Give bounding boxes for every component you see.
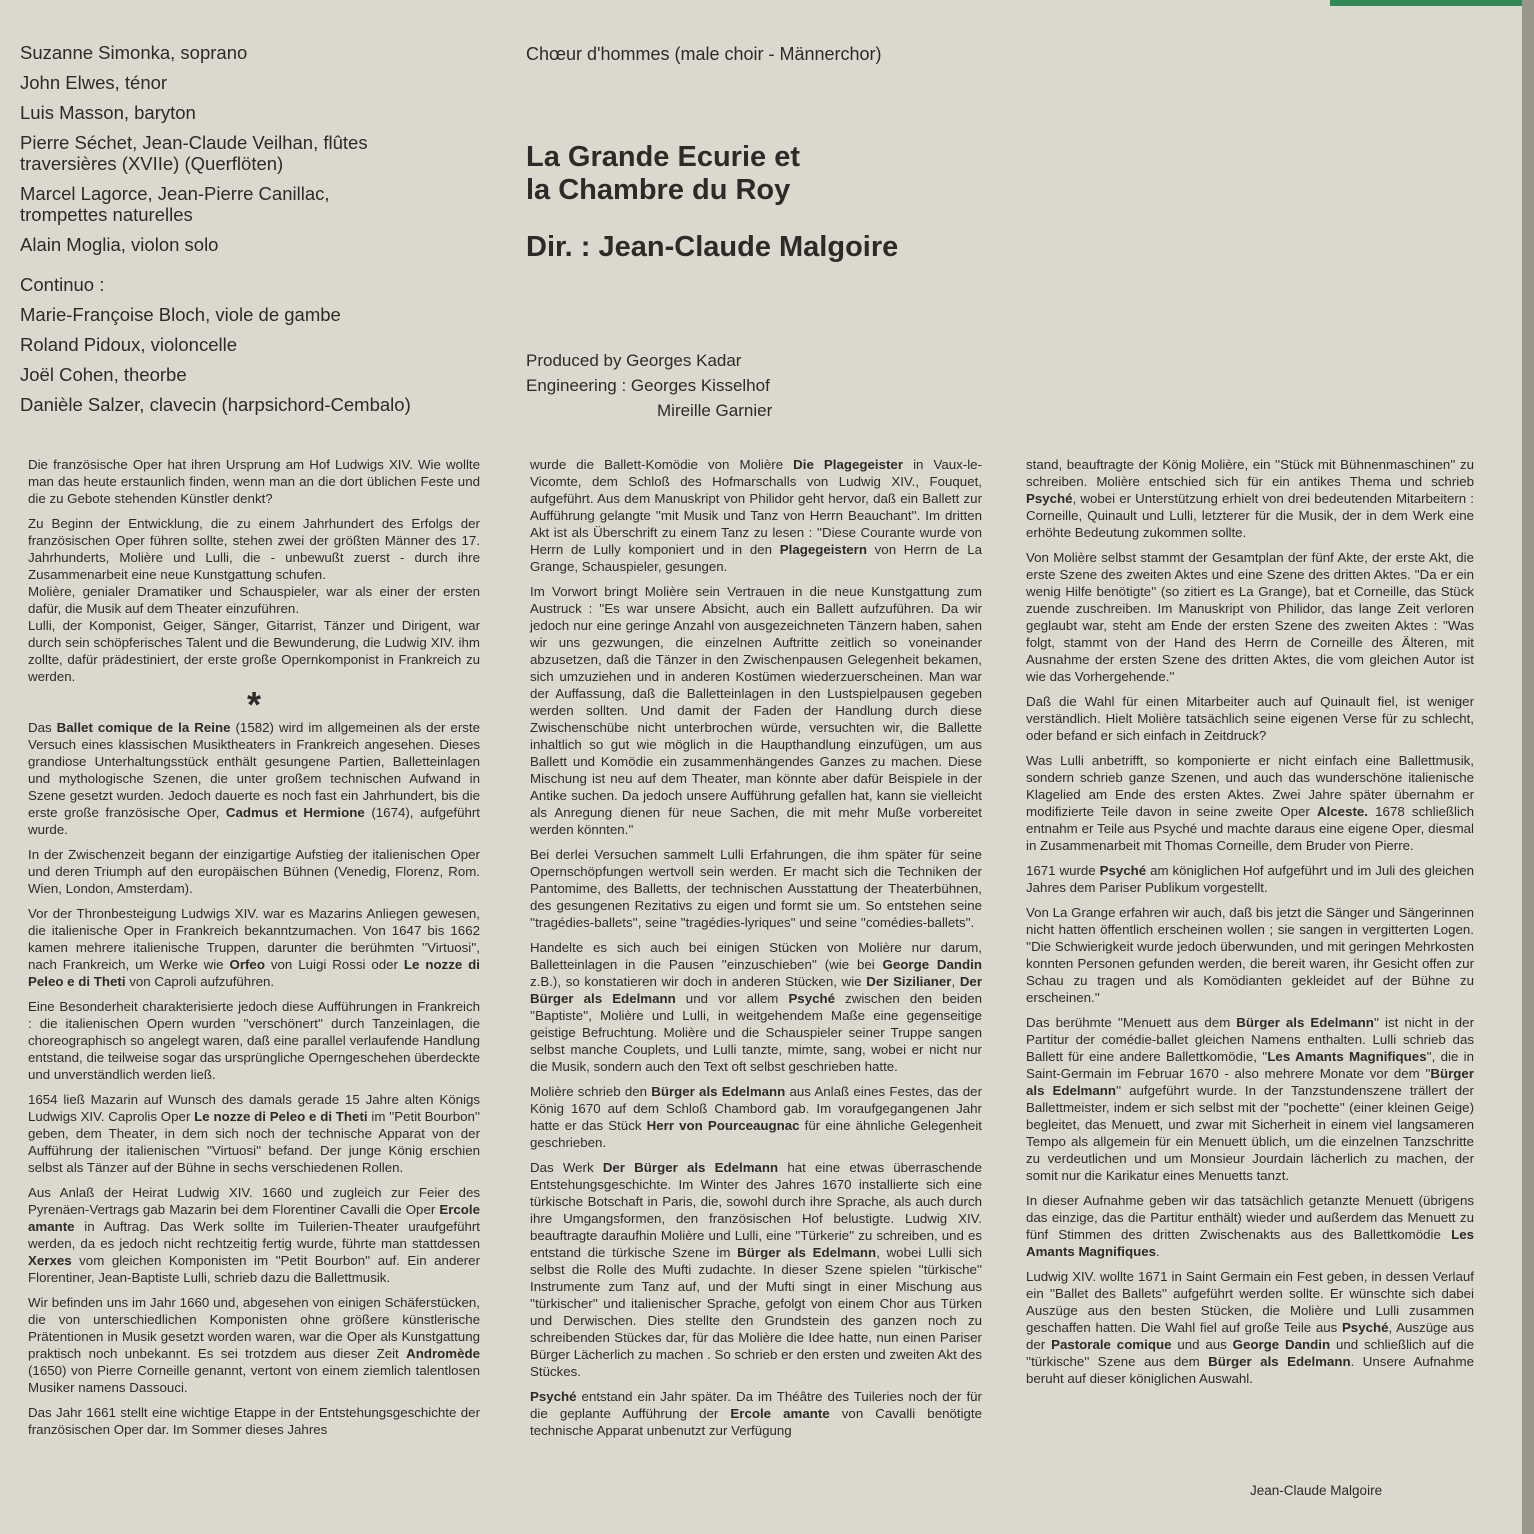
paragraph: Das berühmte ''Menuett aus dem Bürger als Edelmann'' ist nicht in der Partitur der comédie-ballet gleichen Namens enthalten. Lulli schrieb das Ballett für eine andere Ballettkomödie, ''Les Amants Magnifiques'', die in Saint-Germain im Februar 1670 - also mehrere Monate vor dem ''Bürger als Edelmann'' aufgeführt wurde. In der Tanzstundenszene trällert der Ballettmeister, indem er sich selbst mit der ''pochette'' (einer kleinen Geige) begleitet, das Menuett, und zwar mit Sicherheit in einem viel langsameren Tempo als allgemein für ein Menuett üblich, um die einzelnen Tanzschritte zu verdeutlichen und um Monsieur Jourdain lächerlich zu machen, der somit nur die Karikatur eines Menuetts tanzt. — [1026, 1015, 1474, 1183]
orchestra-name — [526, 141, 1226, 207]
continuo-line: Marie-Françoise Bloch, viole de gambe — [20, 304, 341, 325]
text-column-1 — [28, 456, 480, 1446]
production-credits — [526, 348, 1026, 423]
continuo-label: Continuo : — [20, 274, 105, 295]
paragraph: Psyché entstand ein Jahr später. Da im Théâtre des Tuileries noch der für die geplante Aufführung der Ercole amante von Cavalli benötigte technische Apparat unbenutzt zur Verfügung — [530, 1389, 983, 1438]
continuo-line: Danièle Salzer, clavecin (harpsichord-Cembalo) — [20, 394, 411, 415]
paragraph: In der Zwischenzeit begann der einzigartige Aufstieg der italienischen Oper und deren Triumph auf den europäischen Bühnen (Venedig, Florenz, Rom. Wien, London, Amsterdam). — [28, 847, 480, 896]
text-column-2 — [530, 456, 982, 1447]
continuo-line: Roland Pidoux, violoncelle — [20, 334, 237, 355]
ensemble-header — [526, 44, 1226, 264]
paragraph: Vor der Thronbesteigung Ludwigs XIV. war es Mazarins Anliegen gewesen, die italienische Oper in Frankreich bekanntzumachen. Von 1647 bis 1662 kamen mehrere italienische Truppen, darunter die berühmten ''Virtuosi'', nach Frankreich, um Werke wie Orfeo von Luigi Rossi oder Le nozze di Peleo e di Theti von Caproli aufzuführen. — [28, 906, 480, 989]
paragraph: Im Vorwort bringt Molière sein Vertrauen in die neue Kunstgattung zum Austruck : ''Es war unsere Absicht, auch ein Ballett aufzuführen. Da wir jedoch nur eine geringe Anzahl von ausgezeichneten Tänzern haben, sahen wir uns gezwungen, die einzelnen Auftritte zeitlich so voneinander abzusetzen, daß die Tänzer in den Zwischenpausen Gelegenheit bekamen, sich umzuziehen und in anderen Kostümen wiederzuerscheinen. Man war der Auffassung, daß die Balletteinlagen in den Lustspielpausen gegeben werden sollten. Und damit der Faden der Handlung durch diese Zwischenschübe nicht unterbrochen würde, versuchten wir, die Ballette inhaltlich so gut wie möglich in die Haupthandlung einzufügen, um aus Ballett und Komödie ein zusammenhängendes Ganzes zu machen. Diese Mischung ist neu auf dem Theater, man könnte aber dafür Beispiele in der Antike suchen. Da jedoch unsere Aufführung gefallen hat, kann sie vielleicht als Anregung dienen für neue Sachen, die mit mehr Muße vorbereitet werden könnten.'' — [530, 584, 982, 837]
paragraph: Das Werk Der Bürger als Edelmann hat eine etwas überraschende Entstehungsgeschichte. Im Winter des Jahres 1670 installierte sich eine türkische Botschaft in Paris, die, sowohl durch ihre Sprache, als auch durch ihre Umgangsformen, den französischen Hof belustigte. Ludwig XIV. beauftragte daraufhin Molière und Lulli, eine ''Türkerie'' zu schreiben, und es entstand die türkische Szene im Bürger als Edelmann, wobei Lulli sich selbst die Rolle des Mufti zudachte. In dieser Szene spielen ''türkische'' Instrumente zum Tanz auf, und der Mufti singt in einer Mischung aus ''türkischer'' und italienischer Sprache, gefolgt von einem Chor aus Türken und Derwischen. Dies stellte den Grundstein des ganzen noch zu schreibenden Stückes dar, für das Molière die Idee hatte, nun einen Pariser Bürger Lächerlich zu machen . So schrieb er den ersten und zweiten Akt des Stückes. — [530, 1160, 983, 1379]
author-signature: Jean-Claude Malgoire — [1250, 1483, 1383, 1498]
performer-credits — [20, 42, 500, 424]
paragraph: Daß die Wahl für einen Mitarbeiter auch auf Quinault fiel, ist weniger verständlich. Hielt Molière tatsächlich seine eigenen Verse für zu schlecht, oder befand er sich einfach in Zeitdruck? — [1026, 694, 1474, 743]
paragraph: 1654 ließ Mazarin auf Wunsch des damals gerade 15 Jahre alten Königs Ludwigs XIV. Caprolis Oper Le nozze di Peleo e di Theti im ''Petit Bourbon'' geben, dem Theater, in dem sich noch der technische Apparat von der Aufführung der italienischen ''Virtuosi'' befand. Der junge König erschien selbst als Tänzer auf der Bühne in sechs verschiedenen Rollen. — [28, 1092, 480, 1175]
credit-line: Alain Moglia, violon solo — [20, 234, 219, 255]
choir-line: Chœur d'hommes (male choir - Männerchor) — [526, 44, 882, 64]
director-line: Dir. : Jean-Claude Malgoire — [526, 231, 899, 263]
paragraph: Wir befinden uns im Jahr 1660 und, abgesehen von einigen Schäferstücken, die von unterschiedlichen Komponisten ohne größere künstlerische Prätentionen in Musik gesetzt worden waren, war die Oper als Kunstgattung praktisch noch unbekannt. Es sei trotzdem aus dieser Zeit Andromède (1650) von Pierre Corneille genannt, vertont von einem ziemlich talentlosen Musiker namens Dassouci. — [28, 1295, 480, 1395]
credit-line: Suzanne Simonka, soprano — [20, 42, 248, 63]
text-column-3 — [1026, 456, 1474, 1395]
paragraph: Bei derlei Versuchen sammelt Lulli Erfahrungen, die ihm später für seine Opernschöpfungen wertvoll sein werden. Er macht sich die Techniken der Pantomime, des Balletts, der technischen Ausstattung der Theaterbühnen, des gesungenen Rezitativs zu eigen und formt sie um. So entstehen seine ''tragédies-ballets'', seine ''tragédies-lyriques'' und seine ''comédies-ballets''. — [530, 847, 982, 930]
engineering-line2: Mireille Garnier — [657, 401, 773, 420]
paragraph: wurde die Ballett-Komödie von Molière Die Plagegeister in Vaux-le-Vicomte, dem Schloß des Hofmarschalls von Ludwig XIV., Fouquet, aufgeführt. Aus dem Manuskript von Philidor geht hervor, daß ein Ballett zur Aufführung gelangte ''mit Musik und Tanz von Herrn Beauchant''. Im dritten Akt ist als Überschrift zu einem Tanz zu lesen : ''Diese Courante wurde von Herrn de Lully komponiert und in den Plagegeistern von Herrn de La Grange, Schauspieler, gesungen. — [530, 457, 983, 574]
credit-line: John Elwes, ténor — [20, 72, 168, 93]
paragraph: In dieser Aufnahme geben wir das tatsächlich getanzte Menuett (übrigens das einzige, das die Partitur enthält) wieder und außerdem das Menuett zu fünf Stimmen des dritten Zwischenakts aus des Ballettkomödie Les Amants Magnifiques. — [1026, 1193, 1474, 1259]
credit-line: Luis Masson, baryton — [20, 102, 196, 123]
paragraph: Von La Grange erfahren wir auch, daß bis jetzt die Sänger und Sängerinnen nicht hatten öffentlich erscheinen wollen ; sie sangen in vergitterten Logen. ''Die Schwierigkeit wurde jedoch überwunden, und mit geringen Mehrkosten konnten Personen gefunden werden, die bereit waren, ihr Gesicht offen zur Schau zu tragen und als Komödianten gekleidet auf der Bühne zu erscheinen.'' — [1026, 905, 1474, 1005]
paragraph: Aus Anlaß der Heirat Ludwig XIV. 1660 und zugleich zur Feier des Pyrenäen-Vertrags gab Mazarin bei dem Florentiner Cavalli die Oper Ercole amante in Auftrag. Das Werk sollte im Tuilerien-Theater uraufgeführt werden, da es jedoch nicht rechtzeitig fertig wurde, führte man stattdessen Xerxes vom gleichen Komponisten im ''Petit Bourbon'' auf. Ein anderer Florentiner, Jean-Baptiste Lulli, schrieb dazu die Ballettmusik. — [28, 1185, 480, 1285]
asterisk-divider: * — [246, 684, 261, 725]
credit-line: Marcel Lagorce, Jean-Pierre Canillac, trompettes naturelles — [20, 183, 330, 225]
paragraph: Molière schrieb den Bürger als Edelmann aus Anlaß eines Festes, das der König 1670 auf dem Schloß Chambord gab. Im voraufgegangenen Jahr hatte er das Stück Herr von Pourceaugnac für eine ähnliche Gelegenheit geschrieben. — [530, 1084, 982, 1150]
paragraph: Lulli, der Komponist, Geiger, Sänger, Gitarrist, Tänzer und Dirigent, war durch sein schöpferisches Talent und die Bewunderung, die Ludwig XIV. ihm zollte, dafür prädestiniert, der erste große Opernkomponist in Frankreich zu werden. — [28, 618, 480, 684]
paragraph: Das Jahr 1661 stellt eine wichtige Etappe in der Entstehungsgeschichte der französischen Oper dar. Im Sommer dieses Jahres — [28, 1405, 480, 1437]
orchestra-line2: la Chambre du Roy — [526, 174, 791, 206]
paragraph: Was Lulli anbetrifft, so komponierte er nicht einfach eine Ballettmusik, sondern schrieb ganze Szenen, und auch das wunderschöne italienische Klagelied am Ende des ersten Aktes. Zwei Jahre später übernahm er modifizierte Teile davon in seine zweite Oper Alceste. 1678 schließlich entnahm er Teile aus Psyché und machte daraus eine eigene Oper, diesmal in Zusammenarbeit mit Thomas Corneille, dem Bruder von Pierre. — [1026, 753, 1474, 853]
paragraph: Ludwig XIV. wollte 1671 in Saint Germain ein Fest geben, in dessen Verlauf ein ''Ballet des Ballets'' aufgeführt werden sollte. Er wünschte sich dabei Auszüge aus den besten Stücken, die Molière und Lulli zusammen geschaffen hatten. Die Wahl fiel auf große Teile aus Psyché, Auszüge aus der Pastorale comique und aus George Dandin und schließlich auf die ''türkische'' Szene aus dem Bürger als Edelmann. Unsere Aufnahme beruht auf dieser königlichen Auswahl. — [1026, 1269, 1474, 1386]
sleeve-edge — [1330, 0, 1534, 6]
paragraph: Die französische Oper hat ihren Ursprung am Hof Ludwigs XIV. Wie wollte man das heute erstaunlich finden, wenn man an die dort üblichen Feste und die zu Gebote stehenden Künstler denkt? — [28, 457, 480, 506]
paragraph: Das Ballet comique de la Reine (1582) wird im allgemeinen als der erste Versuch eines klassischen Musiktheaters in Frankreich angesehen. Dieses grandiose Unterhaltungsstück enthält gesungene Partien, Balletteinlagen und mythologische Szenen, die unter großem technischen Aufwand in Szene gesetzt wurden. Jedoch dauerte es noch fast ein Jahrhundert, bis die erste große französische Oper, Cadmus et Hermione (1674), aufgeführt wurde. — [28, 720, 480, 837]
continuo-line: Joël Cohen, theorbe — [20, 364, 187, 385]
paragraph: Eine Besonderheit charakterisierte jedoch diese Aufführungen in Frankreich : die italienischen Opern wurden ''verschönert'' durch Tanzeinlagen, die choreographisch so angelegt waren, daß eine parallel verlaufende Handlung entstand, die teilweise sogar das ursprüngliche Operngeschehen überdeckte und unverständlich werden ließ. — [28, 999, 480, 1082]
paragraph: Molière, genialer Dramatiker und Schauspieler, war als einer der ersten dafür, die Musik auf dem Theater einzuführen. — [28, 584, 480, 616]
producer-line: Produced by Georges Kadar — [526, 351, 742, 370]
sleeve-shadow — [1522, 0, 1534, 1534]
credit-line: Pierre Séchet, Jean-Claude Veilhan, flûtes traversières (XVIIe) (Querflöten) — [20, 132, 368, 174]
paragraph: 1671 wurde Psyché am königlichen Hof aufgeführt und im Juli des gleichen Jahres dem Pariser Publikum vorgestellt. — [1026, 863, 1475, 895]
paragraph: Handelte es sich auch bei einigen Stücken von Molière nur darum, Balletteinlagen in die Pausen ''einzuschieben'' (wie bei George Dandin z.B.), so konstatieren wir doch in anderen Stücken, wie Der Sizilianer, Der Bürger als Edelmann und vor allem Psyché zwischen den beiden ''Baptiste'', Molière und Lulli, in weitgehendem Maße eine gegenseitige geistige Befruchtung. Molière und die Schauspieler seiner Truppe sangen selbst manche Couplets, und Lulli tanzte, mimte, sang, wobei er nicht nur die Musik, sondern auch den Text oft selbst geschrieben hatte. — [530, 940, 983, 1074]
engineering-line: Engineering : Georges Kisselhof — [526, 376, 770, 395]
orchestra-line1: La Grande Ecurie et — [526, 141, 800, 173]
paragraph: Von Molière selbst stammt der Gesamtplan der fünf Akte, der erste Akt, die erste Szene des zweiten Aktes und eine Szene des dritten Aktes. ''Da er ein wenig Hilfe benötigte'' (so zitiert es La Grange), bat et Corneille, das Stück zuende zuschreiben. Im Manuskript von Philidor, das lange Zeit verloren geglaubt war, steht am Ende der ersten Szene des zweiten Aktes : ''Was folgt, stammt von der Hand des Herrn de Corneille des Älteren, mit Ausnahme der ersten Szene des dritten Aktes, die vom gleichen Autor ist wie das Vorhergehende.'' — [1026, 550, 1474, 684]
paragraph: Zu Beginn der Entwicklung, die zu einem Jahrhundert des Erfolgs der französischen Oper führen sollte, stehen zwei der größten Männer des 17. Jahrhunderts, Molière und Lulli, die - unbewußt zuerst - durch ihre Zusammenarbeit eine neue Kunstgattung schufen. — [28, 516, 480, 582]
paragraph: stand, beauftragte der König Molière, ein ''Stück mit Bühnenmaschinen'' zu schreiben. Molière entschied sich für ein antikes Thema und schrieb Psyché, wobei er Unterstützung erhielt von drei bedeutenden Mitarbeitern : Corneille, Quinault und Lulli, letzterer für die Musik, der in dem Werk eine erhöhte Bedeutung zukommen sollte. — [1026, 457, 1474, 540]
